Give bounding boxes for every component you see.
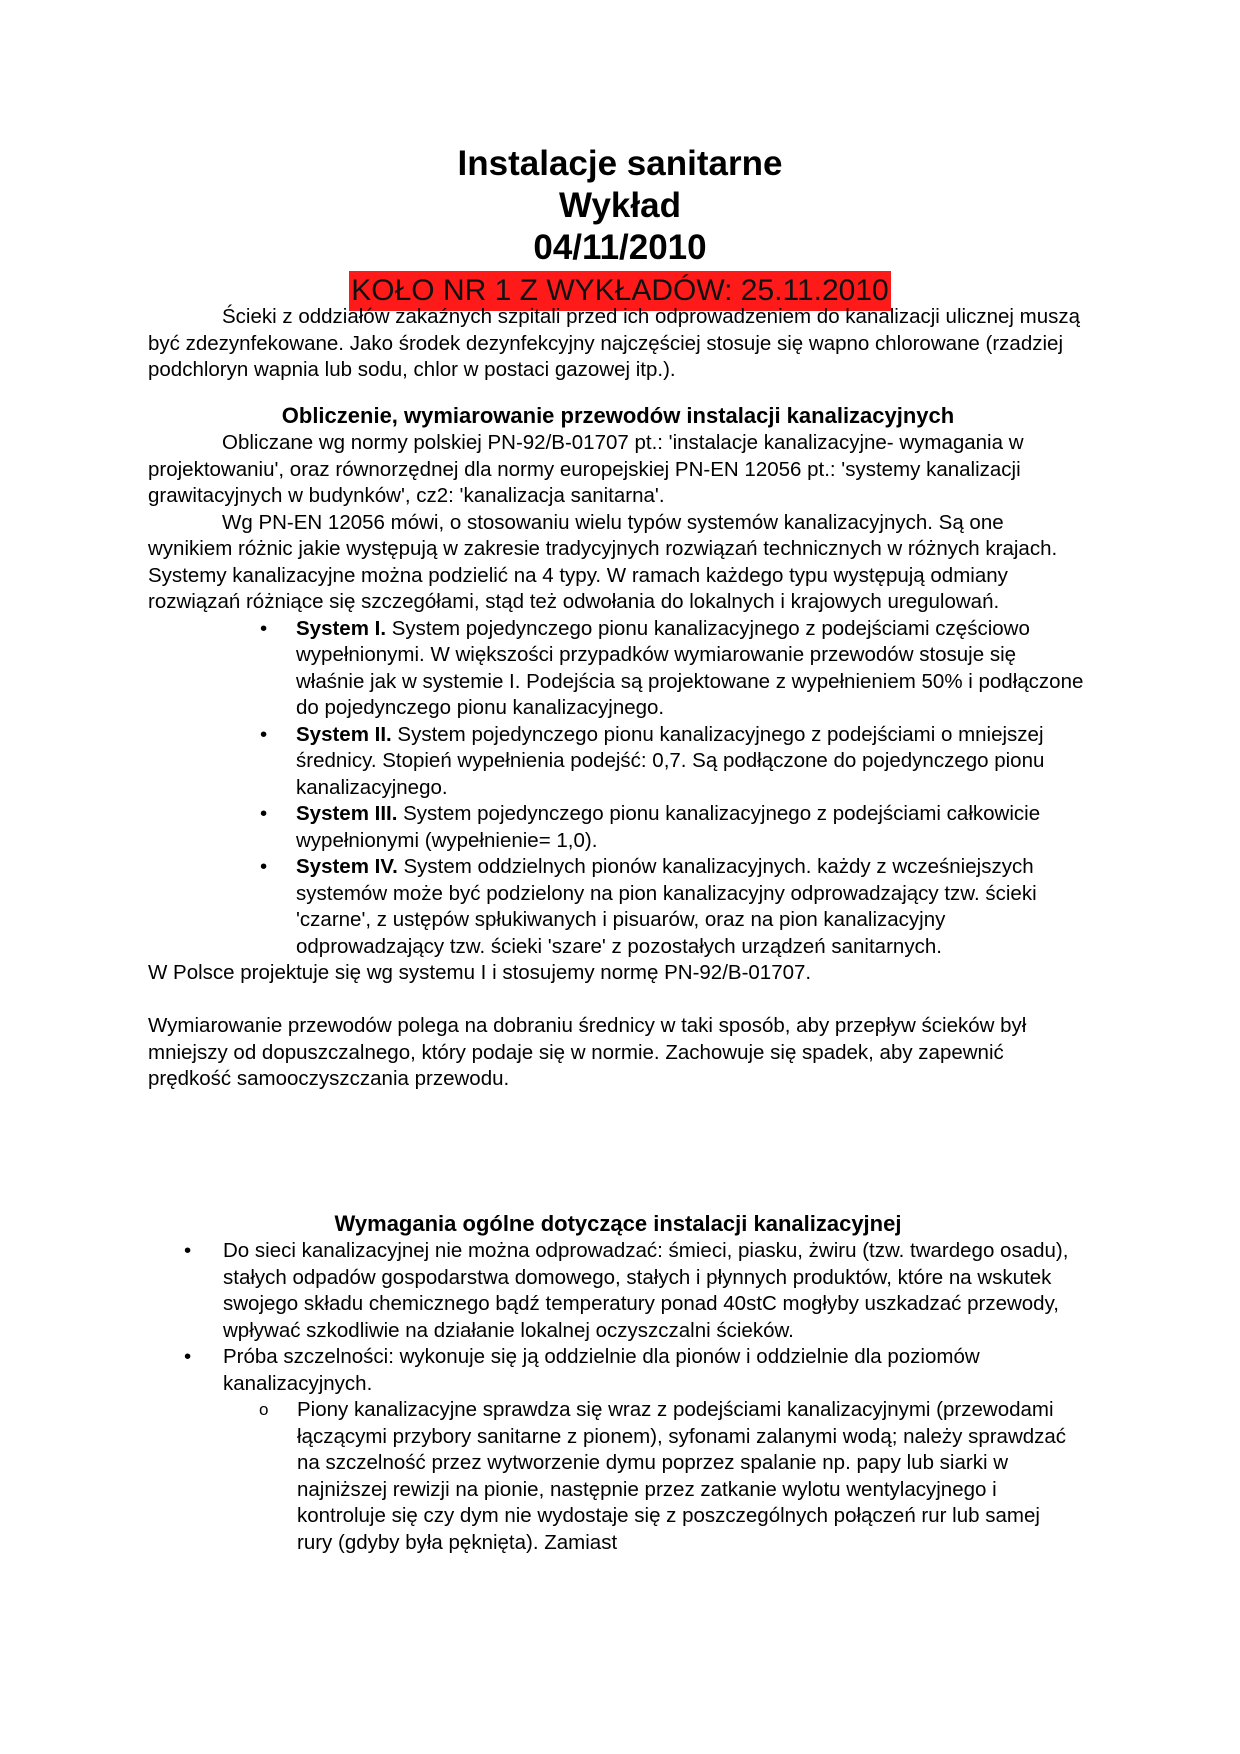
section-heading-calculation: Obliczenie, wymiarowanie przewodów instalacji kanalizacyjnych — [281, 403, 955, 428]
system-text: System pojedynczego pionu kanalizacyjnego z podejściami częściowo wypełnionymi. W większości przypadków wymiarowanie przewodów stosuje się właśnie jak w systemie I. Podejścia są projektowane z wypełnieniem 50% i podłączone do pojedynczego pionu kanalizacyjnego. — [296, 616, 1084, 719]
bullet-icon: • — [260, 855, 268, 878]
system-text: System pojedynczego pionu kanalizacyjnego z podejściami o mniejszej średnicy. Stopień wypełnienia podejść: 0,7. Są podłączone do pojedynczego pionu kanalizacyjnego. — [296, 722, 1045, 799]
system-label: System III. — [296, 802, 398, 825]
requirement-text: Do sieci kanalizacyjnej nie można odprowadzać: śmieci, piasku, żwiru (tzw. twardego osadu), stałych odpadów gospodarstwa domowego, stałych i płynnych produktów, które na wskutek swojego składu chemicznego bądź temperatury ponad 40stC mogłyby uszkadzać przewody, wpływać szkodliwie na działanie lokalnej oczyszczalni ścieków. — [223, 1239, 1069, 1342]
list-item — [148, 801, 1086, 854]
system-label: System IV. — [296, 855, 398, 878]
intro-paragraph: Ścieki z oddziałów zakaźnych szpitali przed ich odprowadzeniem do kanalizacji ulicznej muszą być zdezynfekowane. Jako środek dezynfekcyjny najczęściej stosuje się wapno chlorowane (rzadziej podchloryn wapnia lub sodu, chlor w postaci gazowej itp.). — [148, 305, 1080, 381]
paragraph-dimensioning: Wymiarowanie przewodów polega na dobraniu średnicy w taki sposób, aby przepływ ścieków był mniejszy od dopuszczalnego, który podaje się w normie. Zachowuje się spadek, aby zapewnić prędkość samooczyszczania przewodu. — [148, 1014, 1027, 1090]
bullet-icon: • — [184, 1345, 192, 1368]
document-title: Instalacje sanitarne — [457, 144, 783, 183]
sub-list — [223, 1397, 1088, 1556]
bullet-icon: • — [260, 802, 268, 825]
requirement-text: Próba szczelności: wykonuje się ją oddzielnie dla pionów i oddzielnie dla poziomów kanalizacyjnych. — [223, 1345, 980, 1395]
system-text: System pojedynczego pionu kanalizacyjnego z podejściami całkowicie wypełnionymi (wypełnienie= 1,0). — [296, 802, 1041, 852]
section-calculation — [148, 402, 1088, 1093]
list-item — [148, 1238, 1088, 1344]
section-heading-requirements: Wymagania ogólne dotyczące instalacji kanalizacyjnej — [334, 1211, 902, 1236]
requirements-list — [148, 1238, 1088, 1556]
paragraph-systems-intro: Wg PN-EN 12056 mówi, o stosowaniu wielu typów systemów kanalizacyjnych. Są one wynikiem różnic jakie występują w zakresie tradycyjnych rozwiązań technicznych w różnych krajach. Systemy kanalizacyjne można podzielić na 4 typy. W ramach każdego typu występują odmiany rozwiązań różniące się szczegółami, stąd też odwołania do lokalnych i krajowych uregulowań. — [148, 510, 1058, 613]
list-item — [148, 1344, 1088, 1556]
title-block — [0, 143, 1240, 316]
document-date: 04/11/2010 — [533, 228, 707, 267]
list-item — [223, 1397, 1077, 1556]
system-text: System oddzielnych pionów kanalizacyjnych. każdy z wcześniejszych systemów może być podzielony na pion kanalizacyjny odprowadzający tzw. ścieki 'czarne', z ustępów spłukiwanych i pisuarów, oraz na pion kanalizacyjny odprowadzający tzw. ścieki 'szare' z pozostałych urządzeń sanitarnych. — [296, 855, 1037, 958]
systems-list — [148, 616, 1088, 961]
list-item — [148, 722, 1086, 802]
system-label: System II. — [296, 722, 392, 746]
list-item — [148, 854, 1086, 960]
bullet-icon: • — [260, 722, 268, 746]
sub-requirement-text: Piony kanalizacyjne sprawdza się wraz z podejściami kanalizacyjnymi (przewodami łączącymi przybory sanitarne z pionem), syfonami zalanymi wodą; należy sprawdzać na szczelność przez wytworzenie dymu poprzez spalanie np. papy lub siarki w najniższej rewizji na pionie, następnie przez zatkanie wylotu wentylacyjnego i kontroluje się czy dym nie wydostaje się z poszczególnych połączeń rur lub samej rury (gdyby była pęknięta). Zamiast — [297, 1398, 1067, 1554]
bullet-icon: • — [184, 1239, 192, 1262]
intro-block — [148, 304, 1088, 384]
paragraph-poland-system: W Polsce projektuje się wg systemu I i stosujemy normę PN-92/B-01707. — [148, 961, 812, 984]
hollow-bullet-icon: o — [259, 1400, 269, 1419]
section-requirements — [148, 1210, 1088, 1556]
bullet-icon: • — [260, 616, 268, 640]
list-item — [148, 616, 1086, 722]
exam-date-highlight: KOŁO NR 1 Z WYKŁADÓW: 25.11.2010 — [349, 271, 890, 311]
paragraph-norm: Obliczane wg normy polskiej PN-92/B-01707 pt.: 'instalacje kanalizacyjne- wymagania w projektowaniu', oraz równorzędnej dla normy europejskiej PN-EN 12056 pt.: 'systemy kanalizacji grawitacyjnych w budynków', cz2: 'kanalizacja sanitarna'. — [148, 431, 1024, 507]
system-label: System I. — [296, 616, 387, 640]
document-subtitle: Wykład — [559, 186, 681, 225]
